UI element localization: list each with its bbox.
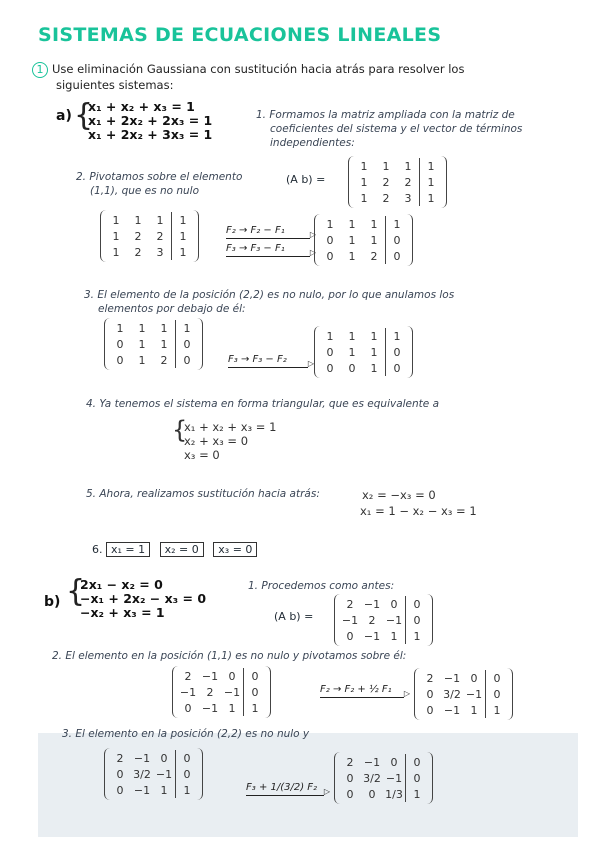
matrix-cell: 0 bbox=[176, 766, 199, 782]
matrix-cell: 1 bbox=[404, 159, 412, 173]
b-step-1-text: 1. Procedemos como antes: bbox=[248, 580, 395, 592]
matrix-cell: 0 bbox=[406, 754, 429, 770]
matrix-cell: 0 bbox=[326, 233, 334, 247]
matrix-cell: 2 bbox=[160, 353, 168, 367]
page-title: SISTEMAS DE ECUACIONES LINEALES bbox=[38, 24, 442, 46]
matrix-cell: 1 bbox=[348, 233, 356, 247]
matrix-cell: 0 bbox=[348, 361, 356, 375]
text-line: 3. El elemento de la posición (2,2) es no nulo, por lo que anulamos los bbox=[84, 289, 455, 301]
matrix-cell: 1 bbox=[406, 786, 429, 802]
matrix-cell: −1 bbox=[443, 671, 461, 685]
matrix-cell: 1 bbox=[138, 321, 146, 335]
matrix-cell: 2 bbox=[404, 175, 412, 189]
matrix-cell: −1 bbox=[179, 685, 197, 699]
matrix-cell: 0 bbox=[406, 596, 429, 612]
left-brace-icon: { bbox=[66, 574, 86, 609]
matrix-cell: 1 bbox=[348, 249, 356, 263]
matrix-b-step3-left bbox=[104, 748, 203, 800]
arrow-icon bbox=[228, 365, 308, 368]
matrix-cell: 2 bbox=[156, 229, 164, 243]
matrix-cell: 1 bbox=[172, 212, 195, 228]
matrix-cell: 0 bbox=[176, 750, 199, 766]
matrix-cell: 0 bbox=[390, 597, 398, 611]
matrix-cell: −1 bbox=[465, 687, 483, 701]
matrix-cell: 1 bbox=[172, 228, 195, 244]
matrix-cell: 1 bbox=[160, 337, 168, 351]
matrix-cell: 0 bbox=[386, 344, 409, 360]
matrix-cell: 1 bbox=[420, 190, 443, 206]
matrix-cell: 3/2 bbox=[363, 771, 381, 785]
step-1-text bbox=[256, 108, 522, 150]
arrow-icon bbox=[246, 793, 324, 796]
matrix-cell: 0 bbox=[184, 701, 192, 715]
row-operation: F₂ → F₂ + ½ F₁ bbox=[320, 684, 392, 695]
matrix-cell: −1 bbox=[133, 751, 151, 765]
matrix-cell: −1 bbox=[201, 701, 219, 715]
matrix-cell: −1 bbox=[201, 669, 219, 683]
matrix-cell: 3/2 bbox=[443, 687, 461, 701]
matrix-a-initial bbox=[348, 156, 447, 208]
equation: x₁ + x₂ + x₃ = 1 bbox=[184, 420, 277, 434]
row-operation: F₃ + 1/(3/2) F₂ bbox=[246, 782, 318, 793]
matrix-cell: 1 bbox=[486, 702, 509, 718]
equation: x₁ + 2x₂ + 3x₃ = 1 bbox=[88, 127, 213, 142]
matrix-cell: 0 bbox=[386, 248, 409, 264]
matrix-cell: 0 bbox=[176, 352, 199, 368]
triangular-system bbox=[184, 420, 276, 462]
matrix-cell: 2 bbox=[368, 613, 376, 627]
arrow-icon bbox=[226, 236, 310, 239]
part-b-label: b) bbox=[44, 594, 61, 610]
step-6-label: 6. bbox=[92, 543, 103, 556]
matrix-cell: 0 bbox=[244, 684, 267, 700]
matrix-cell: 1 bbox=[244, 700, 267, 716]
matrix-cell: 0 bbox=[326, 345, 334, 359]
matrix-cell: 1 bbox=[326, 329, 334, 343]
b-step-3-text: 3. El elemento en la posición (2,2) es no nulo y bbox=[62, 728, 310, 740]
text-line: (1,1), que es no nulo bbox=[90, 185, 200, 197]
matrix-cell: 0 bbox=[386, 360, 409, 376]
matrix-cell: 2 bbox=[116, 751, 124, 765]
matrix-cell: 1 bbox=[370, 329, 378, 343]
matrix-cell: −1 bbox=[363, 755, 381, 769]
arrow-icon bbox=[320, 695, 404, 698]
matrix-b-step2-left bbox=[172, 666, 271, 718]
text-line: elementos por debajo de él: bbox=[98, 303, 246, 315]
step-3-text bbox=[84, 288, 454, 316]
matrix-cell: 0 bbox=[406, 770, 429, 786]
matrix-cell: 0 bbox=[426, 703, 434, 717]
matrix-cell: 1 bbox=[360, 191, 368, 205]
matrix-cell: 1 bbox=[470, 703, 478, 717]
equation: x₁ + 2x₂ + 2x₃ = 1 bbox=[88, 113, 213, 128]
matrix-cell: 0 bbox=[228, 669, 236, 683]
matrix-cell: −1 bbox=[385, 613, 403, 627]
answer-x3: x₃ = 0 bbox=[213, 542, 257, 557]
matrix-cell: −1 bbox=[133, 783, 151, 797]
matrix-cell: 0 bbox=[346, 771, 354, 785]
answers-row bbox=[92, 542, 263, 557]
matrix-cell: −1 bbox=[363, 597, 381, 611]
row-operation-arrow bbox=[320, 684, 404, 698]
matrix-cell: 0 bbox=[176, 336, 199, 352]
statement-line-2: siguientes sistemas: bbox=[56, 78, 174, 92]
matrix-cell: 0 bbox=[390, 755, 398, 769]
matrix-a-step3-left bbox=[104, 318, 203, 370]
statement-line-1: Use eliminación Gaussiana con sustitución hacia atrás para resolver los bbox=[52, 62, 465, 76]
matrix-a-step3-right bbox=[314, 326, 413, 378]
matrix-cell: 1 bbox=[176, 320, 199, 336]
matrix-cell: −1 bbox=[341, 613, 359, 627]
equation: x₂ + x₃ = 0 bbox=[184, 434, 249, 448]
matrix-cell: 0 bbox=[116, 767, 124, 781]
step-2-text bbox=[76, 170, 242, 198]
matrix-cell: 0 bbox=[116, 337, 124, 351]
matrix-cell: 0 bbox=[244, 668, 267, 684]
matrix-cell: 1 bbox=[112, 229, 120, 243]
equation: 2x₁ − x₂ = 0 bbox=[80, 577, 163, 592]
matrix-cell: 1 bbox=[160, 783, 168, 797]
matrix-cell: 3 bbox=[404, 191, 412, 205]
matrix-cell: 1 bbox=[116, 321, 124, 335]
matrix-b-step3-right bbox=[334, 752, 433, 804]
matrix-cell: 2 bbox=[370, 249, 378, 263]
matrix-cell: 0 bbox=[346, 629, 354, 643]
augmented-label: (A b) = bbox=[274, 610, 314, 623]
matrix-cell: 1 bbox=[138, 353, 146, 367]
matrix-cell: 2 bbox=[426, 671, 434, 685]
part-b-system bbox=[80, 578, 206, 620]
matrix-cell: 1 bbox=[160, 321, 168, 335]
matrix-cell: 2 bbox=[134, 245, 142, 259]
matrix-a-step2-left bbox=[100, 210, 199, 262]
matrix-cell: 2 bbox=[206, 685, 214, 699]
matrix-cell: 1 bbox=[406, 628, 429, 644]
exercise-statement bbox=[32, 62, 464, 78]
matrix-cell: 2 bbox=[184, 669, 192, 683]
substitution-x1: x₁ = 1 − x₂ − x₃ = 1 bbox=[360, 504, 477, 518]
matrix-b-initial bbox=[334, 594, 433, 646]
matrix-cell: 0 bbox=[426, 687, 434, 701]
matrix-cell: 0 bbox=[406, 612, 429, 628]
matrix-cell: 2 bbox=[134, 229, 142, 243]
row-operation-arrow bbox=[226, 243, 310, 257]
text-line: 2. Pivotamos sobre el elemento bbox=[76, 171, 243, 183]
augmented-label: (A b) = bbox=[286, 173, 326, 186]
matrix-cell: 1 bbox=[370, 361, 378, 375]
matrix-cell: 3 bbox=[156, 245, 164, 259]
row-operation-arrow bbox=[246, 782, 324, 796]
matrix-cell: 0 bbox=[470, 671, 478, 685]
part-a-system bbox=[88, 100, 212, 142]
row-operation: F₃ → F₃ − F₁ bbox=[226, 243, 285, 254]
matrix-cell: −1 bbox=[363, 629, 381, 643]
matrix-cell: 0 bbox=[368, 787, 376, 801]
matrix-cell: 1 bbox=[348, 345, 356, 359]
left-brace-icon: { bbox=[172, 416, 188, 444]
equation: x₃ = 0 bbox=[184, 448, 220, 462]
text-line: 1. Formamos la matriz ampliada con la matriz de bbox=[256, 109, 515, 121]
matrix-cell: −1 bbox=[385, 771, 403, 785]
matrix-cell: 1 bbox=[326, 217, 334, 231]
matrix-cell: 1 bbox=[390, 629, 398, 643]
row-operation-arrow bbox=[228, 354, 308, 368]
matrix-cell: 2 bbox=[382, 175, 390, 189]
text-line: independientes: bbox=[270, 137, 355, 149]
matrix-cell: 1 bbox=[348, 329, 356, 343]
matrix-cell: 0 bbox=[326, 249, 334, 263]
matrix-cell: 1/3 bbox=[385, 787, 403, 801]
equation: −x₁ + 2x₂ − x₃ = 0 bbox=[80, 591, 207, 606]
matrix-cell: −1 bbox=[443, 703, 461, 717]
matrix-cell: 1 bbox=[138, 337, 146, 351]
matrix-cell: 0 bbox=[346, 787, 354, 801]
matrix-cell: 1 bbox=[370, 217, 378, 231]
step-4-text: 4. Ya tenemos el sistema en forma triangular, que es equivalente a bbox=[86, 398, 440, 410]
substitution-x2: x₂ = −x₃ = 0 bbox=[362, 488, 436, 502]
matrix-cell: 1 bbox=[360, 159, 368, 173]
step-5-text: 5. Ahora, realizamos sustitución hacia atrás: bbox=[86, 488, 320, 500]
matrix-cell: 0 bbox=[326, 361, 334, 375]
matrix-cell: 3/2 bbox=[133, 767, 151, 781]
arrow-icon bbox=[226, 254, 310, 257]
matrix-cell: 1 bbox=[134, 213, 142, 227]
matrix-cell: 2 bbox=[382, 191, 390, 205]
b-step-2-text: 2. El elemento en la posición (1,1) es no nulo y pivotamos sobre él: bbox=[52, 650, 407, 662]
matrix-cell: 0 bbox=[486, 686, 509, 702]
matrix-b-step2-right bbox=[414, 668, 513, 720]
matrix-cell: 1 bbox=[112, 213, 120, 227]
equation: x₁ + x₂ + x₃ = 1 bbox=[88, 99, 195, 114]
row-operation: F₂ → F₂ − F₁ bbox=[226, 225, 285, 236]
matrix-cell: 0 bbox=[160, 751, 168, 765]
matrix-cell: 0 bbox=[386, 232, 409, 248]
matrix-cell: 1 bbox=[228, 701, 236, 715]
matrix-cell: 1 bbox=[420, 158, 443, 174]
answer-x1: x₁ = 1 bbox=[106, 542, 150, 557]
text-line: coeficientes del sistema y el vector de términos bbox=[270, 123, 523, 135]
matrix-a-step2-right bbox=[314, 214, 413, 266]
matrix-cell: 1 bbox=[156, 213, 164, 227]
left-brace-icon: { bbox=[74, 98, 94, 133]
matrix-cell: 0 bbox=[486, 670, 509, 686]
matrix-cell: 0 bbox=[116, 783, 124, 797]
matrix-cell: 1 bbox=[386, 216, 409, 232]
matrix-cell: 1 bbox=[348, 217, 356, 231]
matrix-cell: 1 bbox=[176, 782, 199, 798]
matrix-cell: 1 bbox=[420, 174, 443, 190]
matrix-cell: 2 bbox=[346, 755, 354, 769]
matrix-cell: −1 bbox=[155, 767, 173, 781]
answer-x2: x₂ = 0 bbox=[160, 542, 204, 557]
exercise-number: 1 bbox=[32, 62, 48, 78]
matrix-cell: 1 bbox=[112, 245, 120, 259]
matrix-cell: 1 bbox=[172, 244, 195, 260]
matrix-cell: 1 bbox=[370, 233, 378, 247]
matrix-cell: 0 bbox=[116, 353, 124, 367]
part-a-label: a) bbox=[56, 108, 72, 124]
matrix-cell: 1 bbox=[370, 345, 378, 359]
matrix-cell: 1 bbox=[360, 175, 368, 189]
row-operation-arrow bbox=[226, 225, 310, 239]
matrix-cell: 2 bbox=[346, 597, 354, 611]
matrix-cell: 1 bbox=[382, 159, 390, 173]
equation: −x₂ + x₃ = 1 bbox=[80, 605, 165, 620]
row-operation: F₃ → F₃ − F₂ bbox=[228, 354, 287, 365]
matrix-cell: −1 bbox=[223, 685, 241, 699]
matrix-cell: 1 bbox=[386, 328, 409, 344]
